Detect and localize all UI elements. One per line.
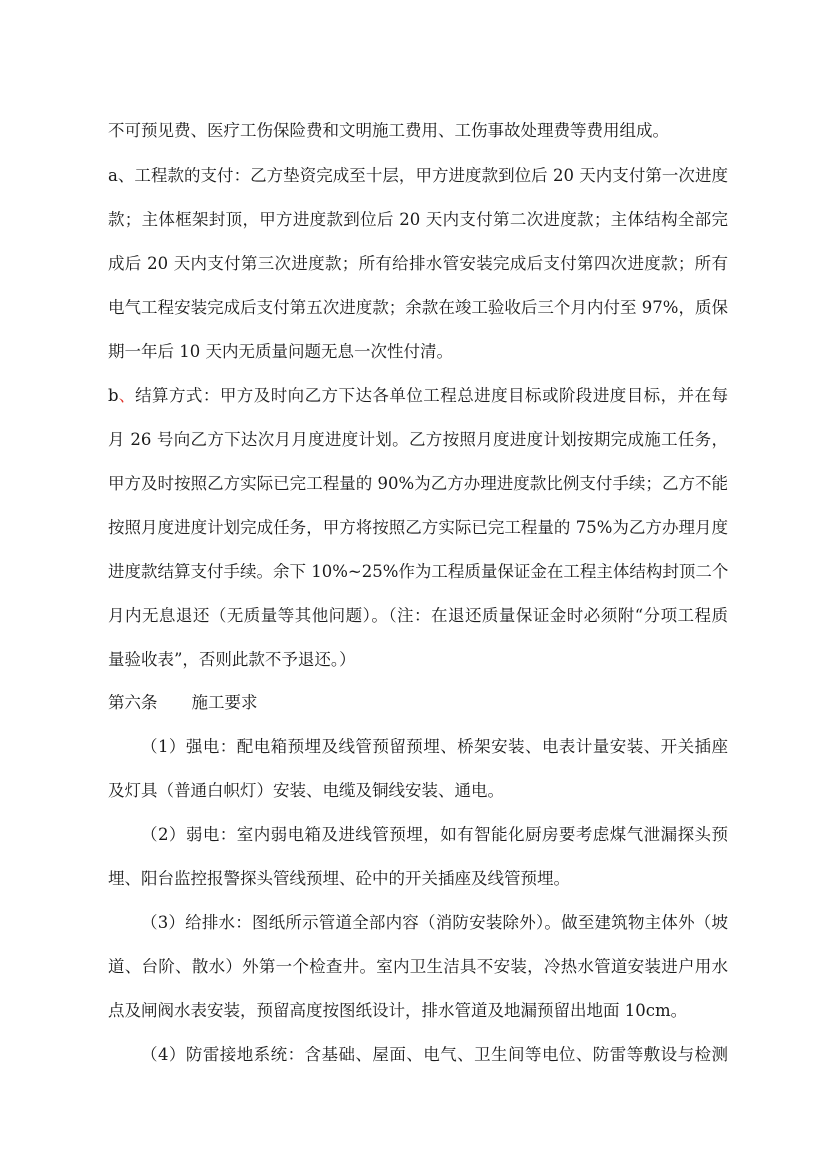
article-title: 施工要求 bbox=[191, 693, 258, 712]
item-line: 道、台阶、散水）外第一个检查井。室内卫生洁具不安装，冷热水管道安装进户用水 bbox=[108, 957, 728, 976]
item-line: 及灯具（普通白帜灯）安装、电缆及铜线安装、通电。 bbox=[108, 781, 504, 800]
settlement-text: 结算方式：甲方及时向乙方下达各单位工程总进度目标或阶段进度目标，并在每 bbox=[135, 386, 728, 405]
payment-line: 款；主体框架封顶，甲方进度款到位后 20 天内支付第二次进度款；主体结构全部完 bbox=[108, 210, 728, 229]
item-line: （4）防雷接地系统：含基础、屋面、电气、卫生间等电位、防雷等敷设与检测 bbox=[141, 1045, 728, 1064]
settlement-line: 按照月度进度计划完成任务，甲方将按照乙方实际已完工程量的 75%为乙方办理月度 bbox=[108, 518, 728, 537]
item-line: 点及闸阀水表安装，预留高度按图纸设计，排水管道及地漏预留出地面 10cm。 bbox=[108, 1001, 688, 1020]
article-number: 第六条 bbox=[108, 693, 158, 712]
settlement-line: 量验收表”，否则此款不予退还。） bbox=[108, 650, 356, 669]
paragraph-line: 不可预见费、医疗工伤保险费和文明施工费用、工伤事故处理费等费用组成。 bbox=[108, 121, 669, 140]
item-line: 埋、阳台监控报警探头管线预埋、砼中的开关插座及线管预埋。 bbox=[108, 869, 570, 888]
settlement-line bbox=[108, 385, 728, 407]
settlement-separator: 、 bbox=[118, 386, 136, 405]
payment-line: 期一年后 10 天内无质量问题无息一次性付清。 bbox=[108, 342, 453, 361]
payment-line: 成后 20 天内支付第三次进度款；所有给排水管安装完成后支付第四次进度款；所有 bbox=[108, 254, 728, 273]
payment-line: 电气工程安装完成后支付第五次进度款；余款在竣工验收后三个月内付至 97%，质保 bbox=[108, 298, 728, 317]
settlement-line: 进度款结算支付手续。余下 10%~25%作为工程质量保证金在工程主体结构封顶二个 bbox=[108, 562, 729, 581]
settlement-line: 甲方及时按照乙方实际已完工程量的 90%为乙方办理进度款比例支付手续；乙方不能 bbox=[108, 474, 728, 493]
settlement-prefix: b bbox=[108, 386, 119, 405]
settlement-line: 月内无息退还（无质量等其他问题）。（注：在退还质量保证金时必须附“分项工程质 bbox=[108, 606, 728, 625]
article-heading bbox=[108, 692, 728, 714]
item-line: （1）强电：配电箱预埋及线管预留预埋、桥架安装、电表计量安装、开关插座 bbox=[141, 737, 728, 756]
payment-line: a、工程款的支付：乙方垫资完成至十层，甲方进度款到位后 20 天内支付第一次进度 bbox=[108, 166, 728, 185]
settlement-line: 月 26 号向乙方下达次月月度进度计划。乙方按照月度进度计划按期完成施工任务， bbox=[108, 430, 728, 449]
item-line: （3）给排水：图纸所示管道全部内容（消防安装除外）。做至建筑物主体外（坡 bbox=[141, 913, 728, 932]
item-line: （2）弱电：室内弱电箱及进线管预埋，如有智能化厨房要考虑煤气泄漏探头预 bbox=[141, 825, 728, 844]
